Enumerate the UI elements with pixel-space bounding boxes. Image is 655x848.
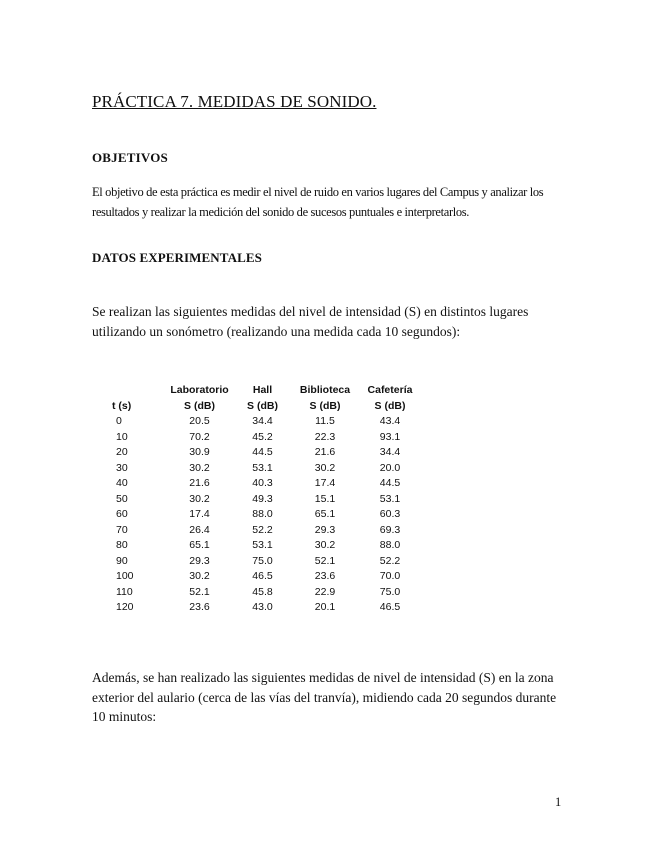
table-row xyxy=(100,554,420,570)
page-title: PRÁCTICA 7. MEDIDAS DE SONIDO. xyxy=(92,92,377,111)
header-cell: S (dB) xyxy=(184,399,215,412)
table-row xyxy=(100,569,420,585)
table-row xyxy=(100,507,420,523)
value-cell: 40.3 xyxy=(252,477,273,489)
value-cell: 93.1 xyxy=(379,430,401,443)
value-cell: 43.4 xyxy=(379,415,401,427)
value-cell: 75.0 xyxy=(379,585,401,598)
value-cell: 23.6 xyxy=(189,601,210,613)
value-cell: 60.3 xyxy=(379,508,401,520)
datos-intro-paragraph: Se realizan las siguientes medidas del nivel de intensidad (S) en distintos lugares utilizando un sonómetro (realizando una medida cada 10 segundos): xyxy=(92,304,529,339)
value-cell: 30.2 xyxy=(189,492,210,505)
value-cell: 69.3 xyxy=(379,523,401,536)
value-cell: 30.2 xyxy=(314,461,336,474)
time-cell: 40 xyxy=(116,477,128,489)
time-cell: 30 xyxy=(116,461,128,474)
value-cell: 52.1 xyxy=(314,554,336,567)
time-cell: 120 xyxy=(116,601,134,613)
value-cell: 30.2 xyxy=(189,461,210,474)
value-cell: 20.1 xyxy=(314,601,336,613)
time-cell: 70 xyxy=(116,523,128,536)
table-row xyxy=(100,476,420,492)
time-cell: 100 xyxy=(116,570,134,582)
value-cell: 15.1 xyxy=(314,492,336,505)
value-cell: 22.9 xyxy=(314,585,336,598)
value-cell: 75.0 xyxy=(252,554,273,567)
time-cell: 20 xyxy=(116,446,128,458)
header-cell: S (dB) xyxy=(247,399,278,412)
header-cell: S (dB) xyxy=(309,399,341,412)
time-cell: 0 xyxy=(116,415,122,427)
value-cell: 23.6 xyxy=(314,570,336,582)
objetivos-paragraph: El objetivo de esta práctica es medir el nivel de ruido en varios lugares del Campus y analizar los resultados y realizar la medición del sonido de sucesos puntuales e interpretarlos. xyxy=(92,185,544,219)
header-cell: Cafetería xyxy=(367,384,413,396)
value-cell: 70.2 xyxy=(189,430,210,443)
time-cell: 80 xyxy=(116,539,128,551)
table-row xyxy=(100,538,420,554)
value-cell: 52.2 xyxy=(252,523,273,536)
value-cell: 43.0 xyxy=(252,601,273,613)
value-cell: 17.4 xyxy=(314,477,336,489)
value-cell: 29.3 xyxy=(314,523,336,536)
time-cell: 10 xyxy=(116,430,128,443)
objetivos-heading: OBJETIVOS xyxy=(92,150,168,165)
header-cell: S (dB) xyxy=(374,399,406,412)
value-cell: 53.1 xyxy=(379,492,401,505)
header-cell: t (s) xyxy=(112,399,132,412)
table-row xyxy=(100,430,420,446)
value-cell: 30.2 xyxy=(189,570,210,582)
value-cell: 20.5 xyxy=(189,415,210,427)
time-cell: 90 xyxy=(116,554,128,567)
value-cell: 53.1 xyxy=(252,539,273,551)
value-cell: 22.3 xyxy=(314,430,336,443)
value-cell: 45.2 xyxy=(252,430,273,443)
value-cell: 17.4 xyxy=(189,508,210,520)
table-row xyxy=(100,600,420,616)
time-cell: 110 xyxy=(116,585,133,598)
value-cell: 49.3 xyxy=(252,492,273,505)
time-cell: 50 xyxy=(116,492,128,505)
value-cell: 65.1 xyxy=(189,539,210,551)
header-cell: Laboratorio xyxy=(170,384,229,396)
value-cell: 46.5 xyxy=(379,601,401,613)
value-cell: 34.4 xyxy=(379,446,401,458)
value-cell: 44.5 xyxy=(379,477,401,489)
table-row xyxy=(100,461,420,477)
header-cell: Hall xyxy=(252,384,273,396)
table-body xyxy=(100,414,420,616)
value-cell: 45.8 xyxy=(252,585,273,598)
table-row xyxy=(100,414,420,430)
value-cell: 26.4 xyxy=(189,523,210,536)
value-cell: 53.1 xyxy=(252,461,273,474)
table-row xyxy=(100,523,420,539)
value-cell: 65.1 xyxy=(314,508,336,520)
value-cell: 88.0 xyxy=(379,539,401,551)
table-header-row xyxy=(100,399,420,415)
value-cell: 88.0 xyxy=(252,508,273,520)
table-row xyxy=(100,445,420,461)
table-row xyxy=(100,492,420,508)
time-cell: 60 xyxy=(116,508,128,520)
value-cell: 29.3 xyxy=(189,554,210,567)
measurements-table xyxy=(100,383,420,616)
value-cell: 11.5 xyxy=(315,415,335,427)
value-cell: 52.1 xyxy=(189,585,210,598)
table-row xyxy=(100,585,420,601)
table-header-row xyxy=(100,383,420,399)
value-cell: 70.0 xyxy=(379,570,401,582)
page-number: 1 xyxy=(555,795,562,809)
header-cell xyxy=(100,383,164,399)
value-cell: 44.5 xyxy=(252,446,273,458)
ademas-paragraph: Además, se han realizado las siguientes medidas de nivel de intensidad (S) en la zona exterior del aulario (cerca de las vías del tranvía), midiendo cada 20 segundos durante 10 minutos: xyxy=(92,670,557,724)
value-cell: 21.6 xyxy=(189,477,210,489)
value-cell: 20.0 xyxy=(379,461,401,474)
datos-experimentales-heading: DATOS EXPERIMENTALES xyxy=(92,250,262,265)
value-cell: 30.9 xyxy=(189,446,210,458)
header-cell: Biblioteca xyxy=(299,384,351,396)
value-cell: 21.6 xyxy=(314,446,336,458)
value-cell: 52.2 xyxy=(379,554,401,567)
value-cell: 30.2 xyxy=(314,539,336,551)
value-cell: 46.5 xyxy=(252,570,273,582)
value-cell: 34.4 xyxy=(252,415,273,427)
